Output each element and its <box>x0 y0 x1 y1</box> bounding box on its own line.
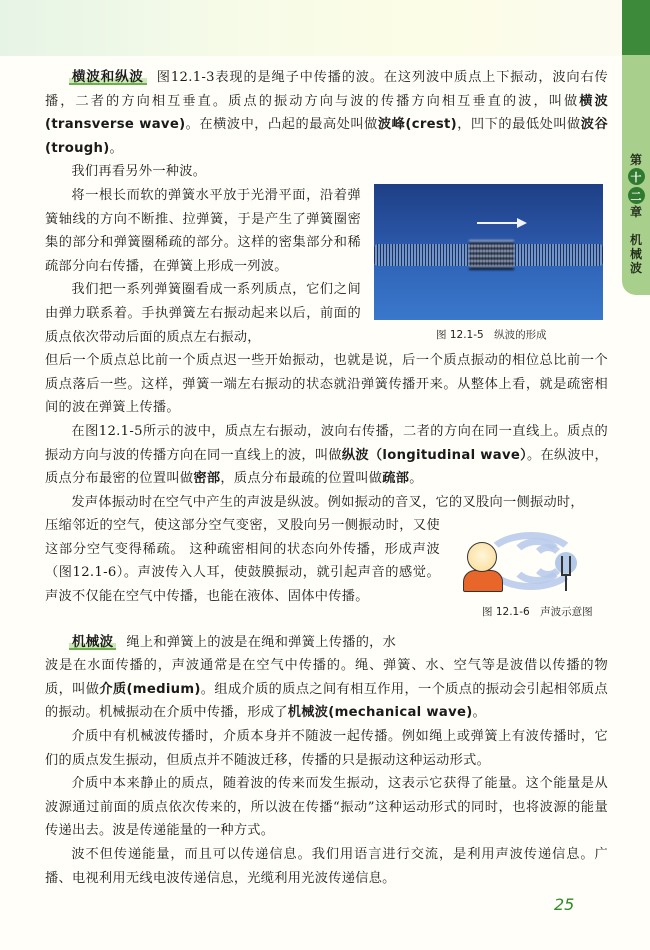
chapter-suffix: 章 <box>629 205 642 219</box>
term-transverse-wave: 横波 <box>579 93 609 109</box>
paragraph-mechanical-wave: 波是在水面传播的，声波通常是在空气中传播的。绳、弹簧、水、空气等是波借以传播的物质，叫做介质(medium)。组成介质的质点之间有相互作用，一个质点的振动会引起相邻质点的振动。机械振动在介质中传播，形成了机械波(mechanical wave)。 <box>45 658 608 721</box>
term-rarefaction: 疏部 <box>382 471 410 487</box>
paragraph-spring-setup: 将一根长而软的弹簧水平放于光滑平面，沿着弹簧轴线的方向不断推、拉弹簧，于是产生了弹簧圈密集的部分和弹簧圈稀疏的部分。这样的密集部分和稀疏部分向右传播，在弹簧上形成一列波。 <box>45 187 361 274</box>
term-compression: 密部 <box>193 471 221 487</box>
paragraph-mechanical-wave-intro: 机械波 绳上和弹簧上的波是在绳和弹簧上传播的，水 <box>45 631 440 655</box>
term-crest: 波峰(crest) <box>377 117 457 133</box>
paragraph-energy-transfer: 介质中本来静止的质点，随着波的传来而发生振动，这表示它获得了能量。这个能量是从波源通过前面的质点依次传来的，所以波在传播“振动”这种运动形式的同时，也将波源的能量传递出去。波是传递能量的一种方式。 <box>45 776 608 839</box>
chapter-title-char-1: 机 <box>629 233 642 247</box>
figure-caption-12-1-5: 图 12.1-5 纵波的形成 <box>436 329 547 341</box>
term-medium: 介质(medium) <box>99 681 201 697</box>
figure-sound-wave-illustration <box>455 528 605 594</box>
paragraph-transverse-wave: 横波和纵波 图12.1-3表现的是绳子中传播的波。在这列波中质点上下振动，波向右传播，二者的方向相互垂直。质点的振动方向与波的传播方向相互垂直的波，叫做横波(transverse wave)。在横波中，凸起的最高处叫做波峰(crest)，凹下的最低处叫做波谷(trough)。 <box>45 69 609 156</box>
right-arrow-icon <box>477 222 519 224</box>
term-mechanical-wave: 机械波(mechanical wave) <box>287 705 473 721</box>
term-longitudinal-wave: 纵波 <box>341 447 369 463</box>
chapter-side-tab <box>622 55 650 295</box>
section-heading-mechanical-wave: 机械波 <box>69 634 116 650</box>
figure-longitudinal-wave-spring-photo <box>374 184 603 320</box>
tuning-fork-icon <box>561 556 571 576</box>
paragraph-sound-wave-a: 发声体振动时在空气中产生的声波是纵波。例如振动的音叉，它的叉股向一侧振动时， <box>71 494 584 510</box>
side-tab-top <box>622 0 650 55</box>
spring-compression-region <box>469 240 514 270</box>
paragraph-medium-not-moving: 介质中有机械波传播时，介质本身并不随波一起传播。例如绳上或弹簧上有波传播时，它们的质点发生振动，但质点并不随波迁移，传播的只是振动这种运动形式。 <box>45 729 608 768</box>
paragraph-sound-wave-b: 压缩邻近的空气，使这部分空气变密，叉股向另一侧振动时，又使这部分空气变得稀疏。 这种疏密相间的状态向外传播，形成声波（图12.1-6）。声波传入人耳，使鼓膜振动，就引起声音的感觉。声波不仅能在空气中传播，也能在液体、固体中传播。 <box>45 518 440 605</box>
figure-caption-12-1-6: 图 12.1-6 声波示意图 <box>482 606 593 618</box>
top-decorative-band <box>0 0 622 56</box>
chapter-num-badge-2: 二 <box>628 187 645 204</box>
paragraph-information-transfer: 波不但传递能量，而且可以传递信息。我们用语言进行交流，是利用声波传递信息。广播、电视利用无线电波传递信息，光缆利用光波传递信息。 <box>45 847 608 886</box>
cartoon-child-face-icon <box>467 542 497 572</box>
arrow-head-icon <box>517 218 527 228</box>
chapter-prefix: 第 <box>629 153 642 167</box>
paragraph-longitudinal-wave: 在图12.1-5所示的波中，质点左右振动，波向右传播，二者的方向在同一直线上。质点的振动方向与波的传播方向在同一直线上的波，叫做纵波（longitudinal wave）。在纵波中，质点分布最密的位置叫做密部，质点分布最疏的位置叫做疏部。 <box>45 423 608 487</box>
term-trough: 波谷 <box>580 117 609 133</box>
chapter-num-badge-1: 十 <box>628 168 645 185</box>
chapter-title-char-2: 械 <box>629 247 642 261</box>
paragraph-spring-particles-a: 我们把一系列弹簧圈看成一系列质点，它们之间由弹力联系着。手执弹簧左右振动起来以后，前面的质点依次带动后面的质点左右振动， <box>45 282 361 345</box>
page-number: 25 <box>554 895 575 914</box>
section-heading-transverse-longitudinal: 横波和纵波 <box>69 69 147 85</box>
paragraph-spring-particles-b: 但后一个质点总比前一个质点迟一些开始振动，也就是说，后一个质点振动的相位总比前一个质点落后一些。这样，弹簧一端左右振动的状态就沿弹簧传播开来。从整体上看，就是疏密相间的波在弹簧上传播。 <box>45 353 608 416</box>
cartoon-child-body <box>463 570 503 592</box>
chapter-title-char-3: 波 <box>629 261 642 275</box>
paragraph-another-wave: 我们再看另外一种波。 <box>71 164 207 180</box>
